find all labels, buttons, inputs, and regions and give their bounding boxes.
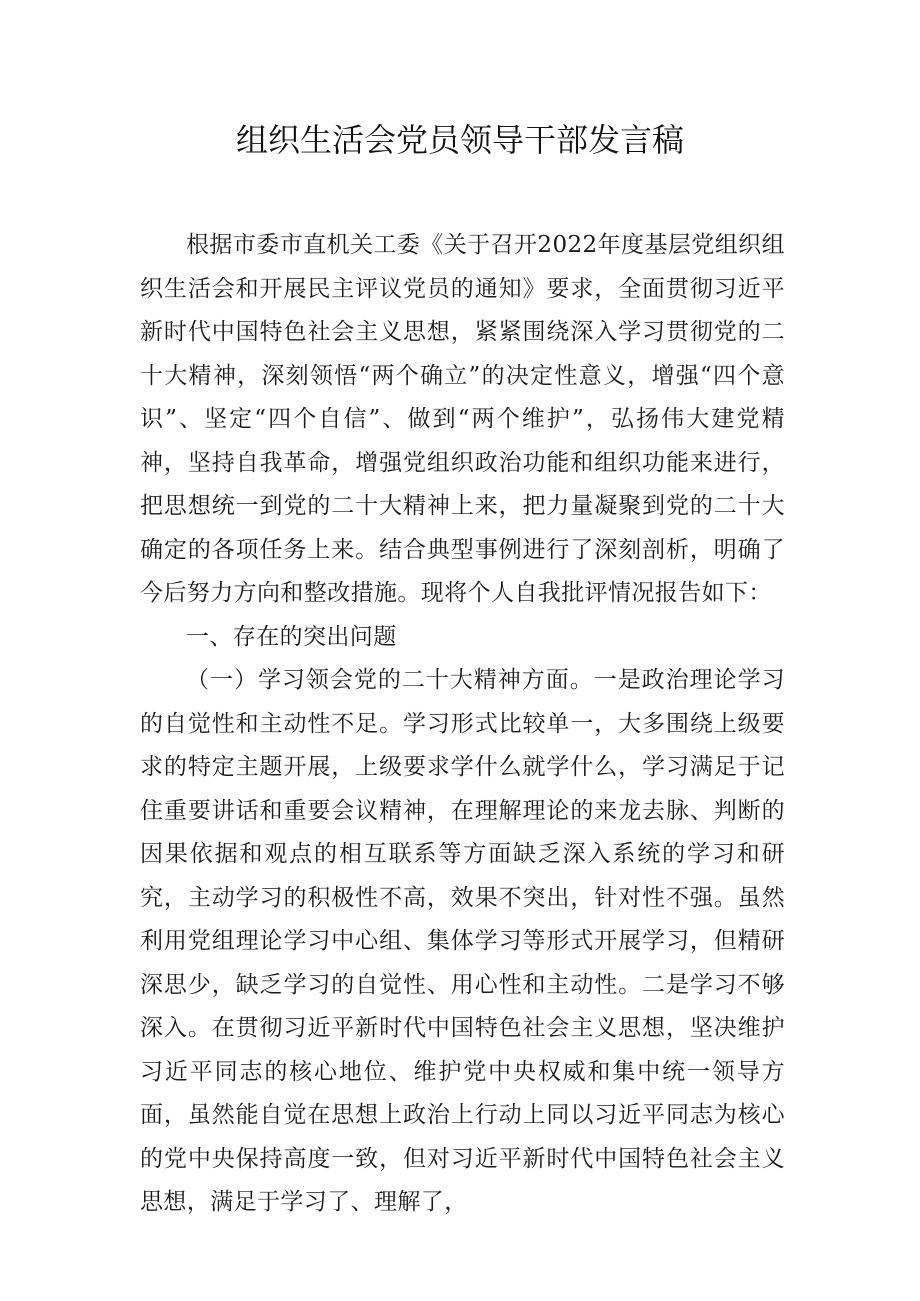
section-heading: 一、存在的突出问题: [186, 623, 397, 650]
document-body: [140, 224, 785, 1225]
section-paragraph: （一）学习领会党的二十大精神方面。一是政治理论学习的自觉性和主动性不足。学习形式比较单一，大多围绕上级要求的特定主题开展，上级要求学什么就学什么，学习满足于记住重要讲话和重要会议精神，在理解理论的来龙去脉、判断的因果依据和观点的相互联系等方面缺乏深入系统的学习和研究，主动学习的积极性不高，效果不突出，针对性不强。虽然利用党组理论学习中心组、集体学习等形式开展学习，但精研深思少，缺乏学习的自觉性、用心性和主动性。二是学习不够深入。在贯彻习近平新时代中国特色社会主义思想，坚决维护习近平同志的核心地位、维护党中央权威和集中统一领导方面，虽然能自觉在思想上政治上行动上同以习近平同志为核心的党中央保持高度一致，但对习近平新时代中国特色社会主义思想，满足于学习了、理解了，: [140, 667, 785, 1215]
intro-paragraph: 根据市委市直机关工委《关于召开2022年度基层党组织组织生活会和开展民主评议党员的通知》要求，全面贯彻习近平新时代中国特色社会主义思想，紧紧围绕深入学习贯彻党的二十大精神，深刻领悟“两个确立”的决定性意义，增强“四个意识”、坚定“四个自信”、做到“两个维护”，弘扬伟大建党精神，坚持自我革命，增强党组织政治功能和组织功能来进行，把思想统一到党的二十大精神上来，把力量凝聚到党的二十大确定的各项任务上来。结合典型事例进行了深刻剖析，明确了今后努力方向和整改措施。现将个人自我批评情况报告如下：: [140, 232, 785, 606]
document-title: 组织生活会党员领导干部发言稿: [235, 121, 684, 159]
